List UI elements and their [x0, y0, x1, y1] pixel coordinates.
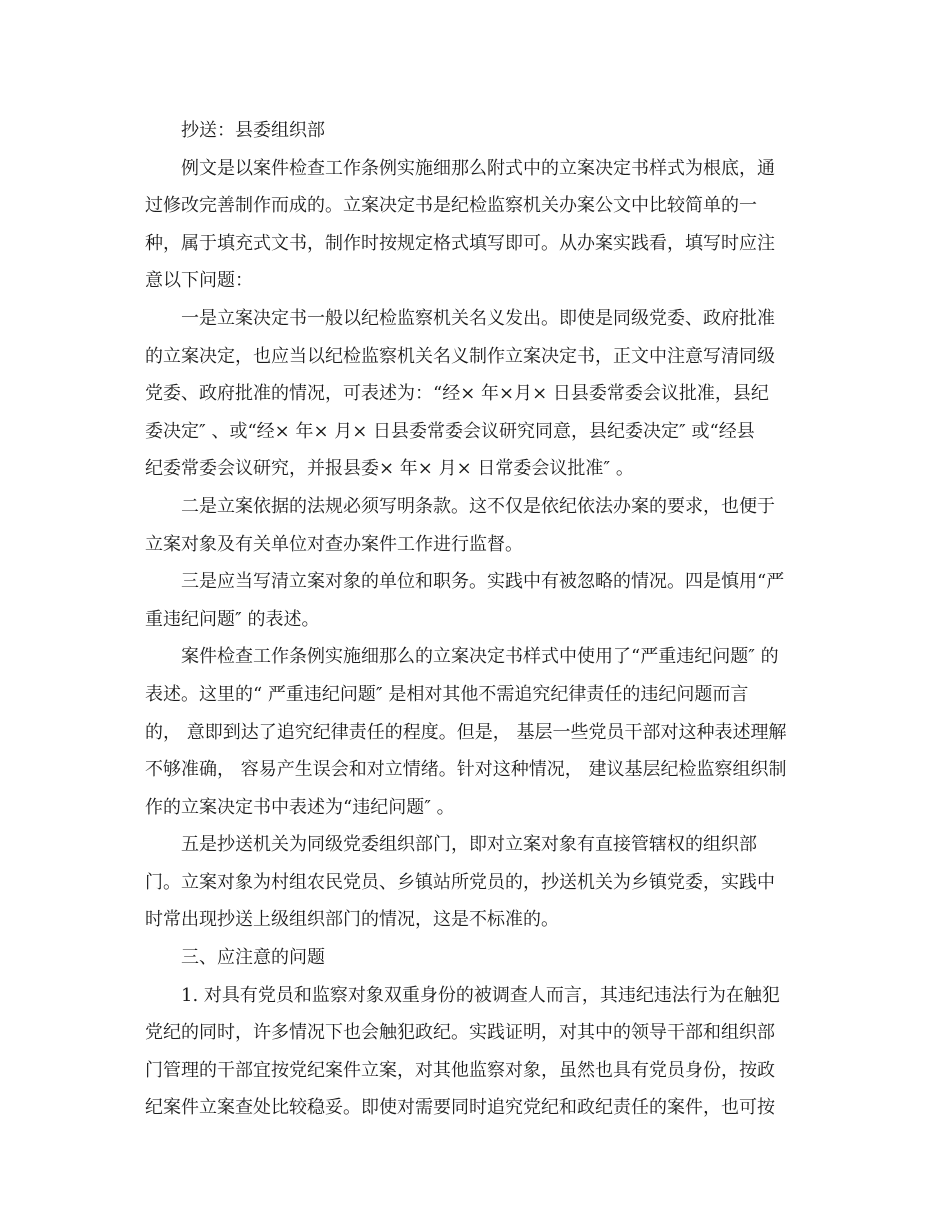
text-line: 过修改完善制作而成的。立案决定书是纪检监察机关办案公文中比较简单的一 [145, 195, 757, 217]
paragraph-point-1 [145, 300, 807, 488]
paragraph-item-1 [145, 977, 807, 1127]
text-line: 三、应注意的问题 [181, 947, 325, 969]
text-line: 二是立案依据的法规必须写明条款。这不仅是依纪依法办案的要求，也便于 [181, 495, 775, 517]
text-line: 五是抄送机关为同级党委组织部门，即对立案对象有直接管辖权的组织部 [181, 834, 757, 856]
paragraph-cc [145, 112, 807, 150]
text-line: 例文是以案件检查工作条例实施细那么附式中的立案决定书样式为根底，通 [181, 157, 775, 179]
text-line: 纪委常委会议研究，并报县委× 年× 月× 日常委会议批准″ 。 [145, 458, 634, 480]
text-line: 1. 对具有党员和监察对象双重身份的被调查人而言，其违纪违法行为在触犯 [181, 984, 780, 1006]
text-line: 抄送：县委组织部 [181, 120, 325, 141]
text-line: 党委、政府批准的情况，可表述为：“经× 年×月× 日县委常委会议批准，县纪 [145, 383, 769, 405]
text-line: 门管理的干部宜按党纪案件立案，对其他监察对象，虽然也具有党员身份，按政 [145, 1059, 775, 1081]
document-body [145, 112, 807, 1127]
text-line: 门。立案对象为村组农民党员、乡镇站所党员的，抄送机关为乡镇党委，实践中 [145, 871, 775, 893]
text-line: 案件检查工作条例实施细那么的立案决定书样式中使用了“严重违纪问题″ 的 [181, 646, 779, 668]
paragraph-point-2 [145, 488, 807, 563]
text-line: 的， 意即到达了追究纪律责任的程度。但是， 基层一些党员干部对这种表述理解 [145, 721, 787, 743]
text-line: 委决定″ 、或“经× 年× 月× 日县委常委会议研究同意，县纪委决定″ 或“经县 [145, 420, 755, 442]
paragraph-section-3-heading [145, 939, 807, 977]
paragraph-intro [145, 150, 807, 300]
text-line: 时常出现抄送上级组织部门的情况，这是不标准的。 [145, 909, 559, 931]
paragraph-point-4-detail [145, 638, 807, 826]
text-line: 作的立案决定书中表述为“违纪问题″ 。 [145, 796, 455, 818]
text-line: 不够准确， 容易产生误会和对立情绪。针对这种情况， 建议基层纪检监察组织制 [145, 759, 787, 781]
paragraph-point-3 [145, 563, 807, 638]
text-line: 重违纪问题″ 的表述。 [145, 608, 320, 630]
text-line: 种，属于填充式文书，制作时按规定格式填写即可。从办案实践看，填写时应注 [145, 232, 775, 254]
paragraph-point-5 [145, 826, 807, 939]
text-line: 三是应当写清立案对象的单位和职务。实践中有被忽略的情况。四是慎用“严 [181, 571, 785, 593]
text-line: 意以下问题： [145, 270, 253, 292]
text-line: 立案对象及有关单位对查办案件工作进行监督。 [145, 533, 523, 555]
text-line: 党纪的同时，许多情况下也会触犯政纪。实践证明，对其中的领导干部和组织部 [145, 1022, 775, 1044]
text-line: 一是立案决定书一般以纪检监察机关名义发出。即使是同级党委、政府批准 [181, 307, 775, 329]
text-line: 纪案件立案查处比较稳妥。即使对需要同时追究党纪和政纪责任的案件，也可按 [145, 1097, 775, 1119]
text-line: 表述。这里的“ 严重违纪问题″ 是相对其他不需追究纪律责任的违纪问题而言 [145, 683, 749, 705]
text-line: 的立案决定，也应当以纪检监察机关名义制作立案决定书，正文中注意写清同级 [145, 345, 775, 367]
